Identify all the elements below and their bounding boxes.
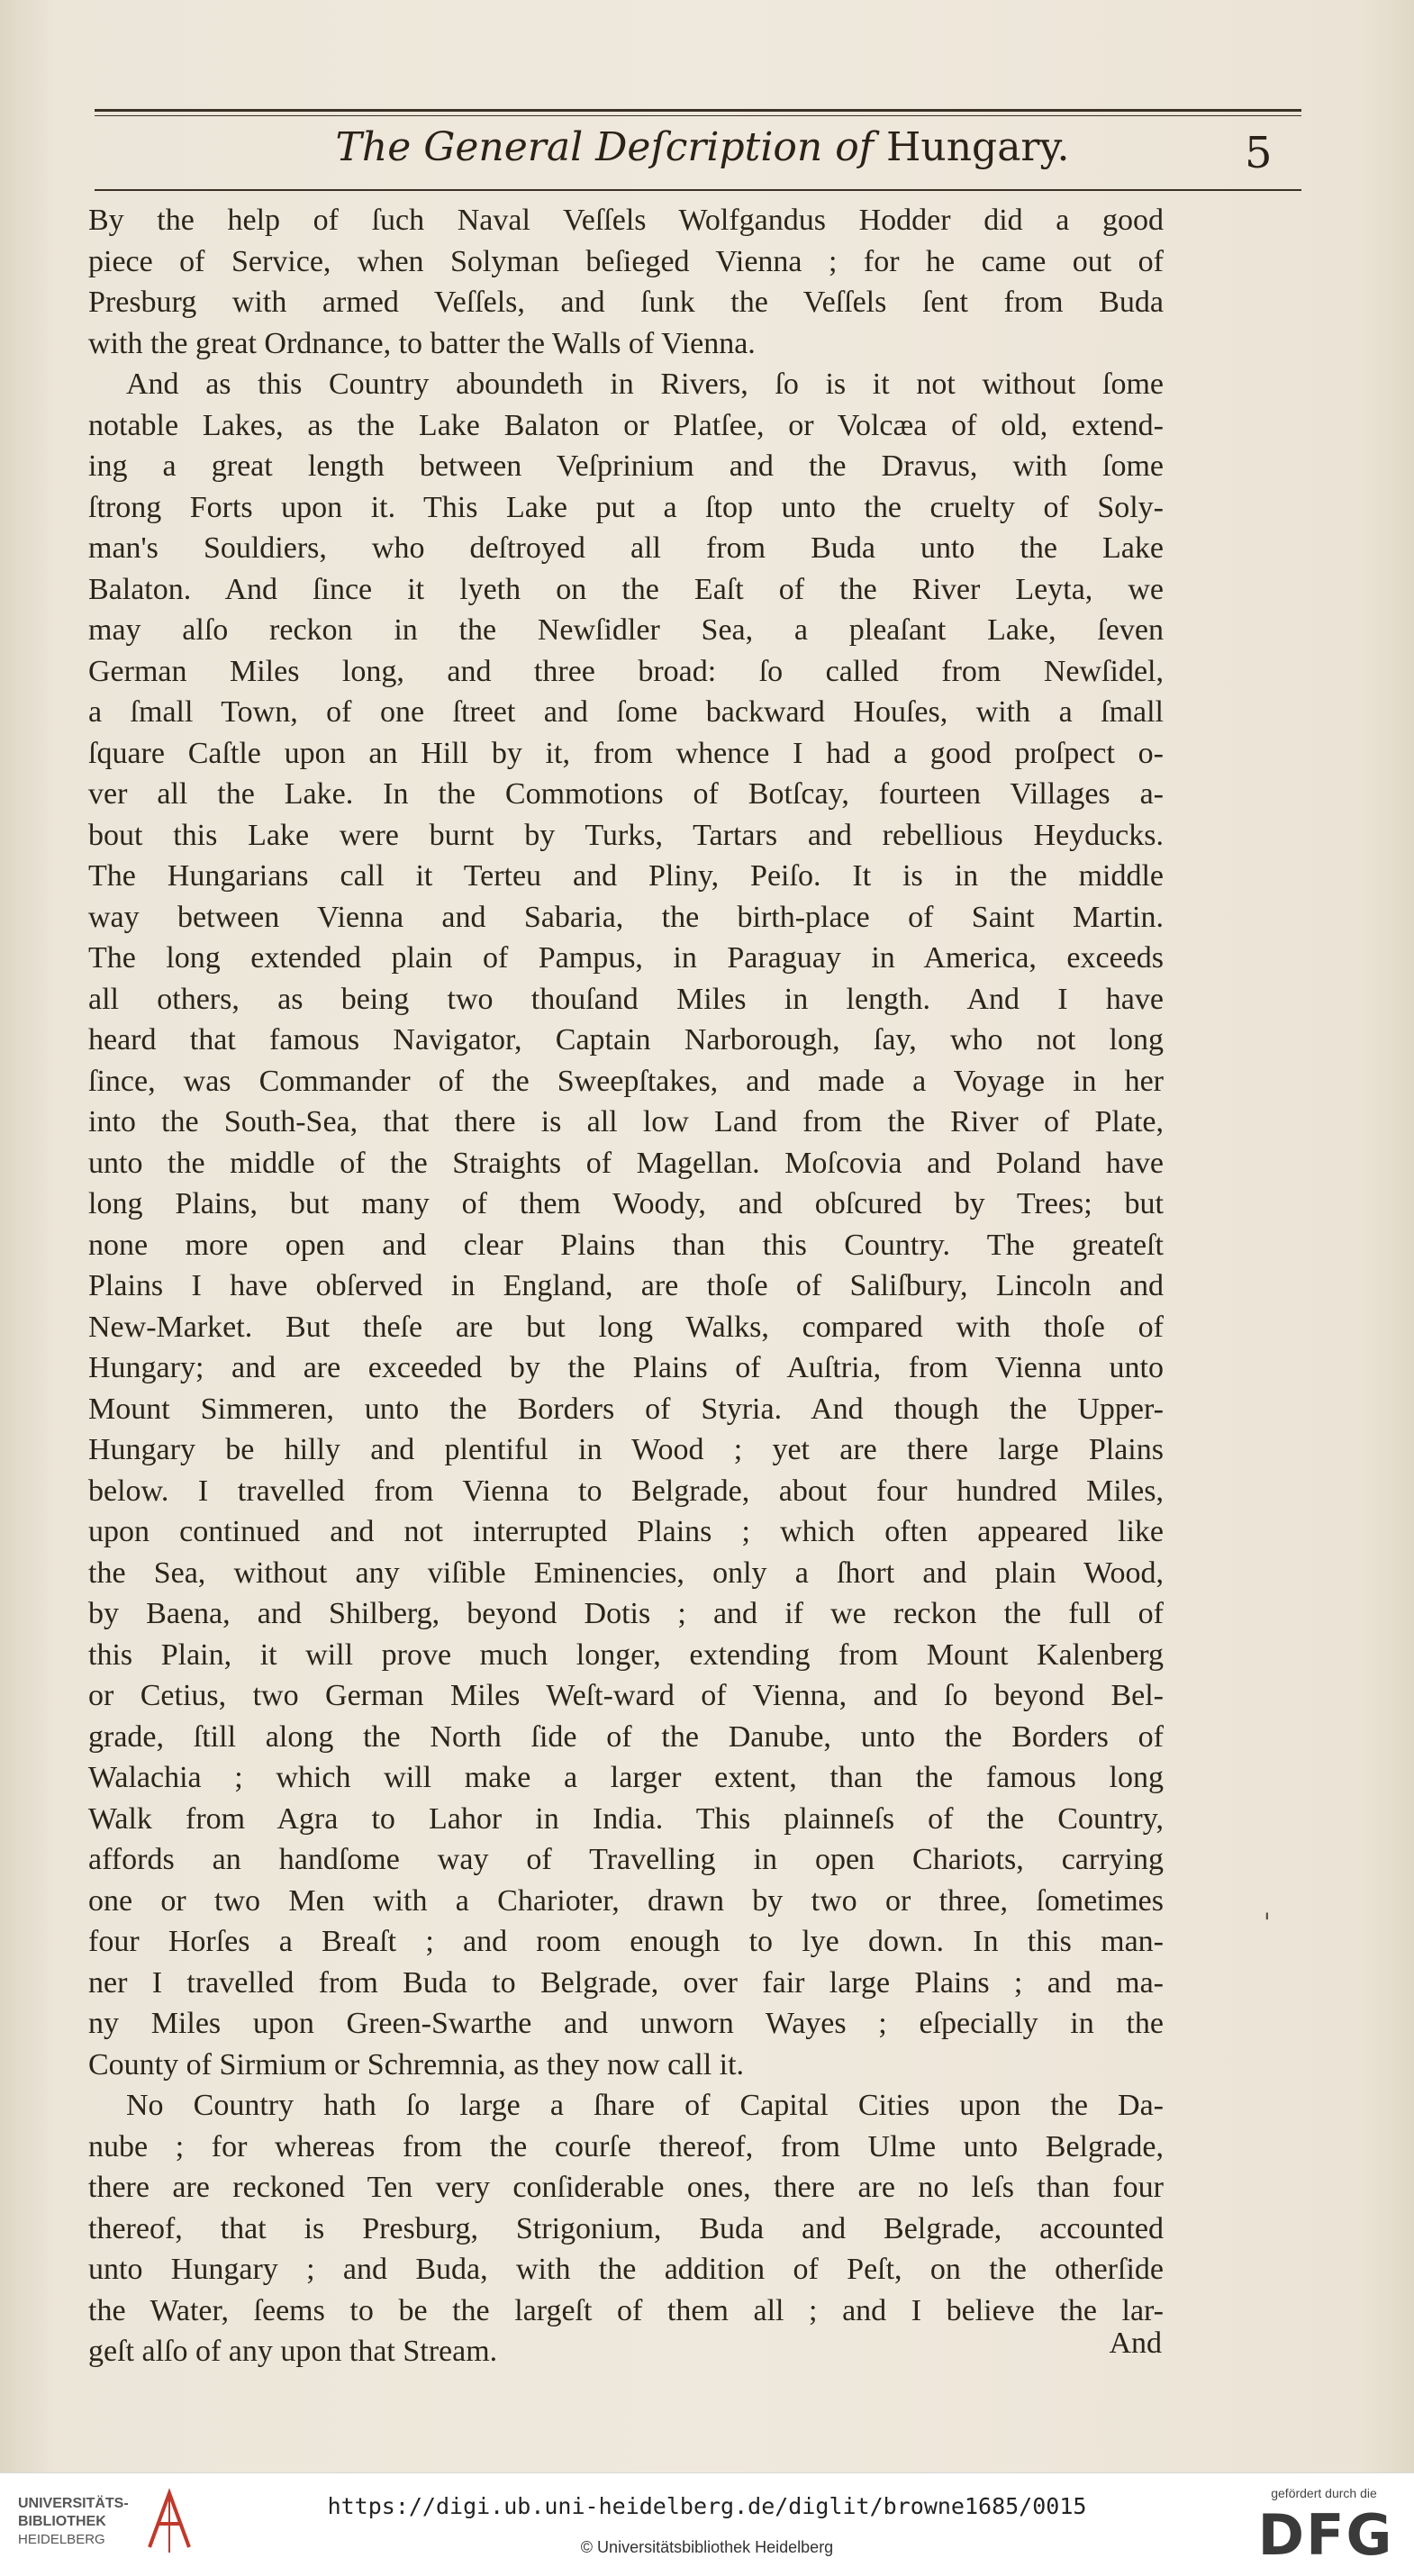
text-line: below. I travelled from Vienna to Belgrade, about four hundred Miles, — [88, 1474, 1164, 1508]
text-line: this Plain, it will prove much longer, extending from Mount Kalenberg — [88, 1637, 1164, 1672]
text-line: ver all the Lake. In the Commotions of Botſcay, fourteen Villages a- — [88, 777, 1164, 811]
logo-line: BIBLIOTHEK — [18, 2514, 106, 2529]
margin-mark: ' — [1264, 1908, 1271, 1937]
text-line: unto Hungary ; and Buda, with the addition of Peſt, on the otherſide — [88, 2253, 1164, 2286]
text-line: ſtrong Forts upon it. This Lake put a ſtop unto the cruelty of Soly- — [88, 490, 1164, 524]
text-line: ner I travelled from Buda to Belgrade, over fair large Plains ; and ma- — [88, 1965, 1164, 2000]
text-line: And as this Country aboundeth in Rivers, ſo is it not without ſome — [126, 367, 1164, 401]
text-line: into the South-Sea, that there is all low Land from the River of Plate, — [88, 1105, 1164, 1138]
text-line: ing a great length between Veſprinium and the Dravus, with ſome — [88, 449, 1164, 483]
text-line: German Miles long, and three broad: ſo called from Newſidel, — [88, 654, 1164, 688]
permalink-url[interactable]: https://digi.ub.uni-heidelberg.de/diglit/browne1685/0015 — [327, 2493, 1087, 2519]
text-line: or Cetius, two German Miles Weſt-ward of Vienna, and ſo beyond Bel- — [88, 1679, 1164, 1712]
text-line: Balaton. And ſince it lyeth on the Eaſt of the River Leyta, we — [88, 572, 1164, 606]
text-line: unto the middle of the Straights of Magellan. Moſcovia and Poland have — [88, 1146, 1164, 1180]
text-line: by Baena, and Shilberg, beyond Dotis ; and if we reckon the full of — [88, 1597, 1164, 1630]
text-line: may alſo reckon in the Newſidler Sea, a pleaſant Lake, ſeven — [88, 613, 1164, 647]
top-rule — [95, 109, 1301, 112]
logo-line: UNIVERSITÄTS- — [18, 2496, 129, 2511]
text-line: there are reckoned Ten very conſiderable ones, there are no leſs than four — [88, 2171, 1164, 2204]
text-line: the Water, ſeems to be the largeſt of them all ; and I believe the lar- — [88, 2293, 1164, 2327]
text-line: the Sea, without any viſible Eminencies, only a ſhort and plain Wood, — [88, 1556, 1164, 1590]
text-line: with the great Ordnance, to batter the Walls of Vienna. — [88, 326, 756, 360]
text-line: Walachia ; which will make a larger extent, than the famous long — [88, 1761, 1164, 1794]
text-line: ny Miles upon Green-Swarthe and unworn Wayes ; eſpecially in the — [88, 2007, 1164, 2040]
text-line: Walk from Agra to Lahor in India. This plainneſs of the Country, — [88, 1801, 1164, 1836]
text-line: heard that famous Navigator, Captain Narborough, ſay, who not long — [88, 1023, 1164, 1057]
text-line: ſince, was Commander of the Sweepſtakes, and made a Voyage in her — [88, 1064, 1164, 1098]
body-text — [88, 200, 1164, 2372]
text-line: Mount Simmeren, unto the Borders of Styria. And though the Upper- — [88, 1392, 1164, 1426]
text-line: upon continued and not interrupted Plains ; which often appeared like — [88, 1515, 1164, 1548]
text-line: way between Vienna and Sabaria, the birth-place of Saint Martin. — [88, 900, 1164, 934]
text-line: County of Sirmium or Schremnia, as they now call it. — [88, 2047, 745, 2082]
logo-line: HEIDELBERG — [18, 2532, 105, 2547]
text-line: thereof, that is Presburg, Strigonium, Buda and Belgrade, accounted — [88, 2211, 1164, 2245]
running-head — [315, 124, 1090, 180]
text-line: all others, as being two thouſand Miles in length. And I have — [88, 982, 1164, 1016]
top-rule-thin — [95, 115, 1301, 116]
copyright-notice: © Universitätsbibliothek Heidelberg — [580, 2538, 834, 2556]
text-line: New-Market. But theſe are but long Walks, compared with thoſe of — [88, 1310, 1164, 1344]
text-line: piece of Service, when Solyman beſieged Vienna ; for he came out of — [88, 244, 1164, 278]
funding-caption: gefördert durch die — [1271, 2486, 1377, 2500]
header-rule — [95, 189, 1301, 191]
text-line: one or two Men with a Charioter, drawn by two or three, ſometimes — [88, 1883, 1164, 1918]
viewer-footer — [0, 2472, 1414, 2576]
text-line: grade, ſtill along the North ſide of the Danube, unto the Borders of — [88, 1719, 1164, 1754]
text-line: Hungary; and are exceeded by the Plains of Auſtria, from Vienna unto — [88, 1351, 1164, 1384]
text-line: long Plains, but many of them Woody, and obſcured by Trees; but — [88, 1187, 1164, 1220]
text-line: notable Lakes, as the Lake Balaton or Platſee, or Volcæa of old, extend- — [88, 408, 1164, 442]
running-head-italic: The General Deſcription of — [335, 124, 874, 170]
text-line: By the help of ſuch Naval Veſſels Wolfgandus Hodder did a good — [88, 204, 1164, 237]
text-line: man's Souldiers, who deſtroyed all from Buda unto the Lake — [88, 531, 1164, 565]
text-line: Presburg with armed Veſſels, and ſunk the Veſſels ſent from Buda — [88, 286, 1164, 319]
text-line: The long extended plain of Pampus, in Paraguay in America, exceeds — [88, 941, 1164, 975]
text-line: four Horſes a Breaſt ; and room enough to lye down. In this man- — [88, 1925, 1164, 1958]
text-line: a ſmall Town, of one ſtreet and ſome backward Houſes, with a ſmall — [88, 695, 1164, 729]
text-line: none more open and clear Plains than this Country. The greateſt — [88, 1228, 1164, 1262]
text-line: Plains I have obſerved in England, are thoſe of Saliſbury, Lincoln and — [88, 1269, 1164, 1302]
page-number: 5 — [1245, 128, 1273, 178]
text-line: No Country hath ſo large a ſhare of Capital Cities upon the Da- — [126, 2089, 1164, 2122]
dfg-logo[interactable]: DFG — [1257, 2502, 1394, 2568]
text-line: bout this Lake were burnt by Turks, Tartars and rebellious Heyducks. — [88, 818, 1164, 852]
text-line: ſquare Caſtle upon an Hill by it, from whence I had a good proſpect o- — [88, 736, 1164, 770]
text-line: Hungary be hilly and plentiful in Wood ; yet are there large Plains — [88, 1433, 1164, 1466]
text-line: The Hungarians call it Terteu and Pliny, Peiſo. It is in the middle — [88, 859, 1164, 893]
text-line: affords an handſome way of Travelling in open Chariots, carrying — [88, 1843, 1164, 1876]
running-head-roman: Hungary. — [874, 124, 1070, 170]
text-line: nube ; for whereas from the courſe thereof, from Ulme unto Belgrade, — [88, 2129, 1164, 2163]
catchword: And — [1109, 2327, 1162, 2360]
text-line: geſt alſo of any upon that Stream. — [88, 2335, 498, 2368]
